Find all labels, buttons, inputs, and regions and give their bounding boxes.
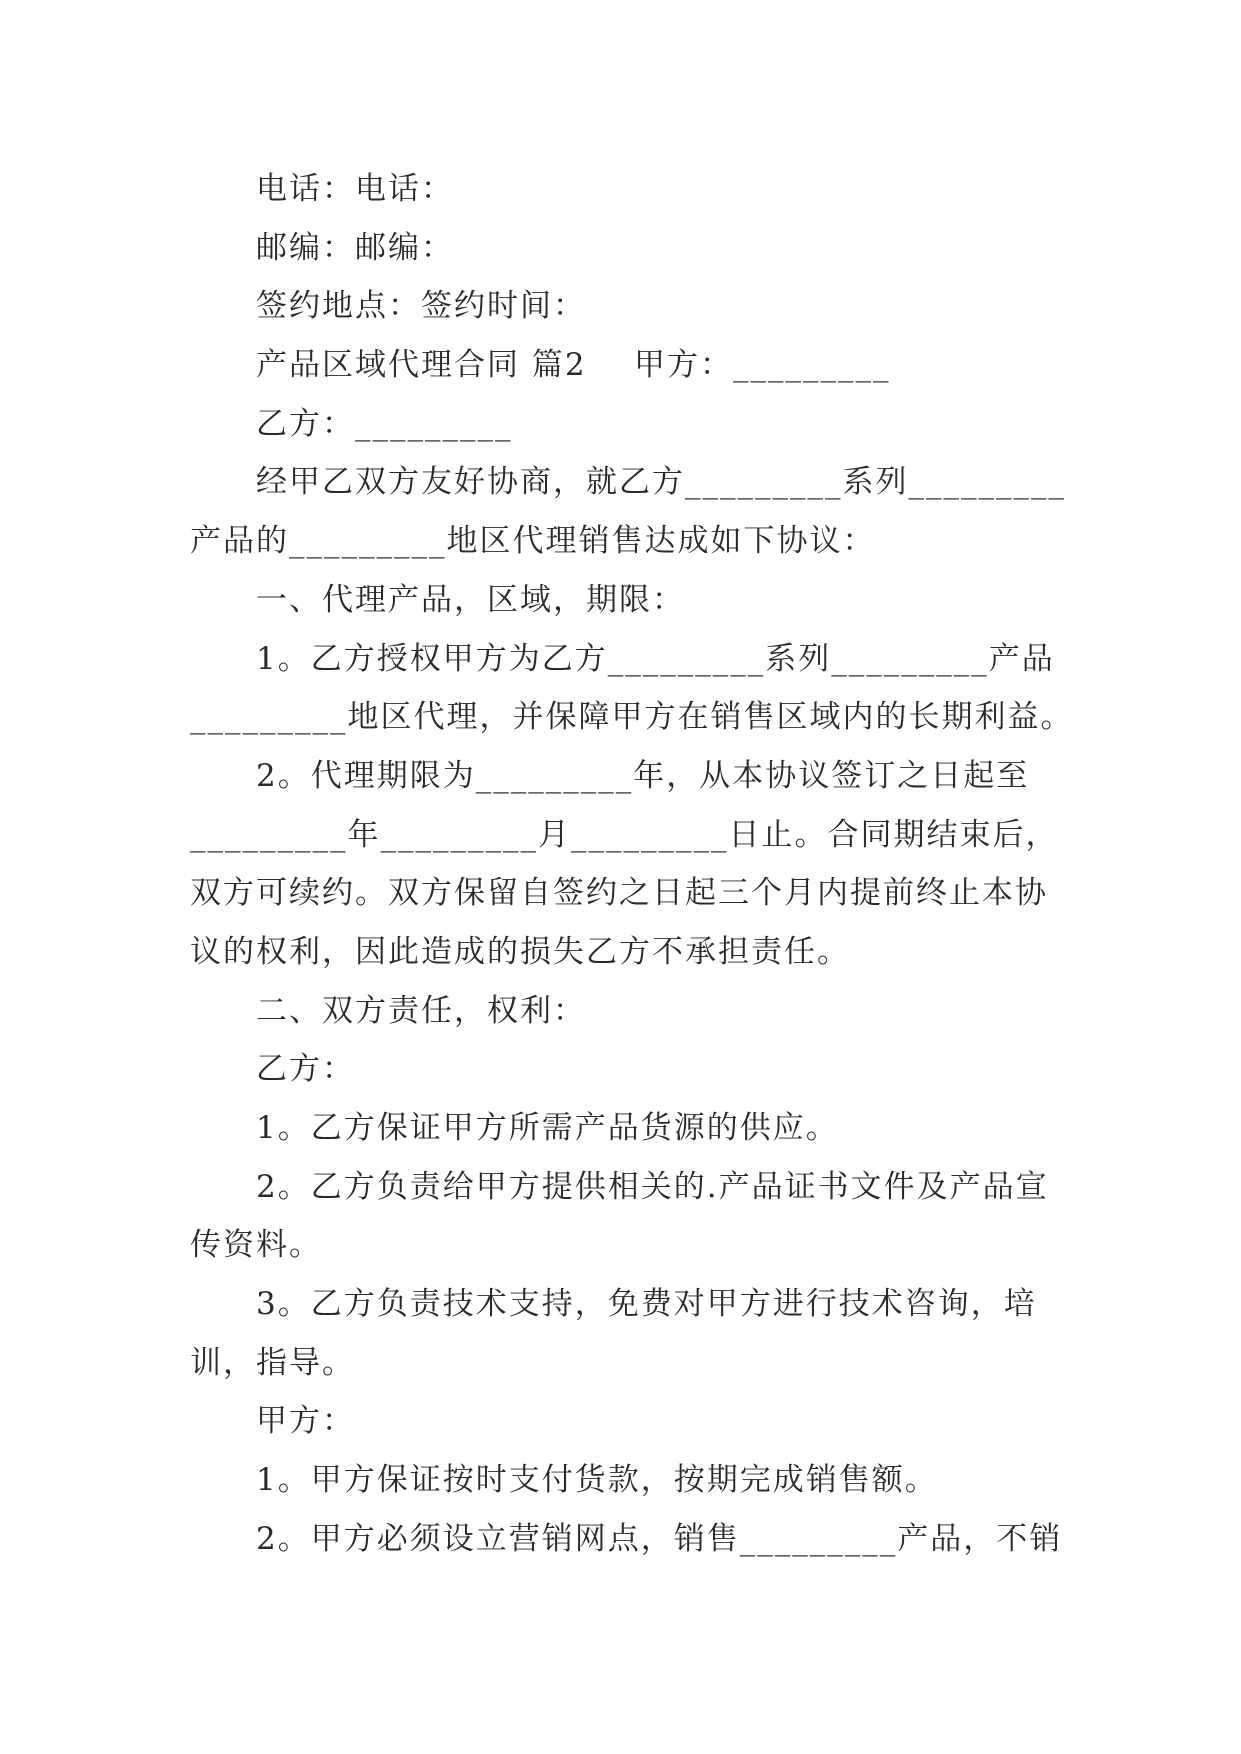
text-line: 邮编：邮编：	[256, 229, 454, 266]
party-label: 乙方：	[256, 1051, 355, 1088]
paragraph-line: 2。代理期限为_________年，从本协议签订之日起至	[256, 757, 1030, 794]
paragraph-line: _________地区代理，并保障甲方在销售区域内的长期利益。	[190, 699, 1074, 736]
paragraph-line: _________年_________月_________日止。合同期结束后，	[190, 816, 1059, 853]
party-label: 甲方：	[256, 1403, 355, 1440]
paragraph-line: 经甲乙双方友好协商，就乙方_________系列_________	[256, 464, 1066, 501]
paragraph-line: 2。乙方负责给甲方提供相关的.产品证书文件及产品宣	[256, 1168, 1049, 1205]
paragraph-line: 1。乙方授权甲方为乙方_________系列_________产品	[256, 640, 1055, 677]
text-line: 乙方：_________	[256, 405, 513, 442]
section-heading: 产品区域代理合同 篇2 甲方：_________	[256, 347, 891, 384]
paragraph-line: 产品的_________地区代理销售达成如下协议：	[190, 523, 876, 560]
paragraph-line: 2。甲方必须设立营销网点，销售_________产品，不销	[256, 1520, 1063, 1557]
paragraph-line: 传资料。	[190, 1227, 322, 1264]
text-line: 电话：电话：	[256, 171, 454, 207]
text-line: 签约地点：签约时间：	[256, 288, 586, 325]
paragraph-line: 训，指导。	[190, 1344, 355, 1381]
paragraph-line: 1。甲方保证按时支付货款，按期完成销售额。	[256, 1462, 938, 1499]
clause-heading: 一、代理产品，区域，期限：	[256, 581, 685, 618]
paragraph-line: 双方可续约。双方保留自签约之日起三个月内提前终止本协	[190, 875, 1048, 912]
clause-heading: 二、双方责任，权利：	[256, 992, 586, 1029]
paragraph-line: 3。乙方负责技术支持，免费对甲方进行技术咨询，培	[256, 1286, 1037, 1323]
paragraph-line: 1。乙方保证甲方所需产品货源的供应。	[256, 1110, 839, 1146]
document-body	[190, 160, 1074, 1569]
paragraph-line: 议的权利，因此造成的损失乙方不承担责任。	[190, 933, 850, 970]
